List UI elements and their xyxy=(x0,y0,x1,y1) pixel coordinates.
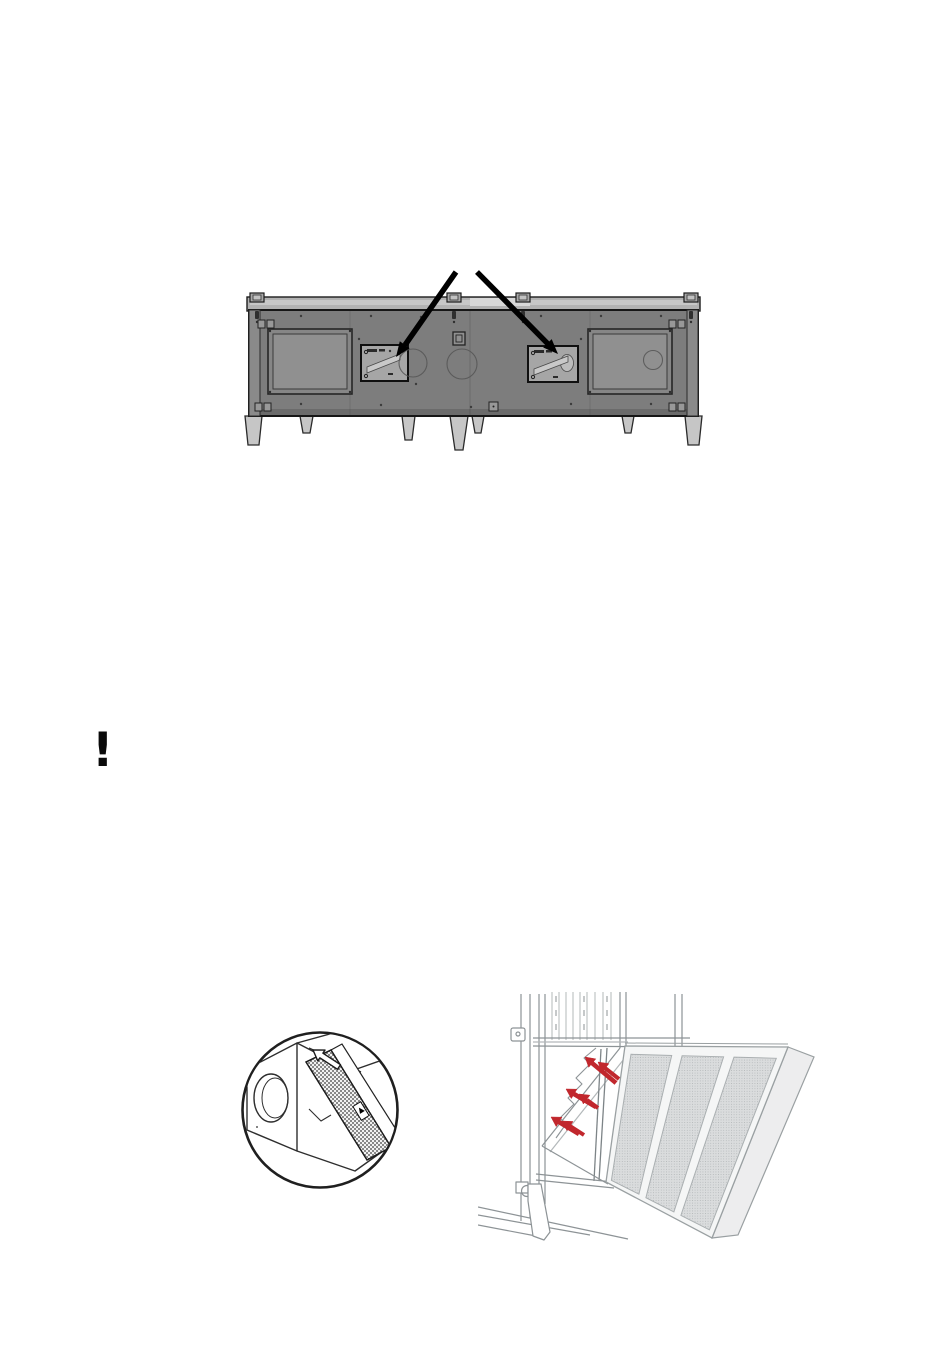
access-panel-right xyxy=(588,329,672,394)
unit-top-edge xyxy=(247,297,700,311)
unit-rear-view-figure xyxy=(241,264,707,454)
red-arrow-pair-top xyxy=(585,1057,619,1083)
duct-opening xyxy=(254,1074,288,1122)
access-panel-left xyxy=(268,329,352,394)
filter-insert-detail-figure xyxy=(239,1029,403,1193)
warning-exclamation-icon: ! xyxy=(92,723,114,778)
red-arrow-pair-bottom xyxy=(551,1117,584,1135)
filter-bank-figure xyxy=(478,986,834,1244)
unit-legs xyxy=(245,416,702,450)
filter-bank xyxy=(606,1043,814,1238)
